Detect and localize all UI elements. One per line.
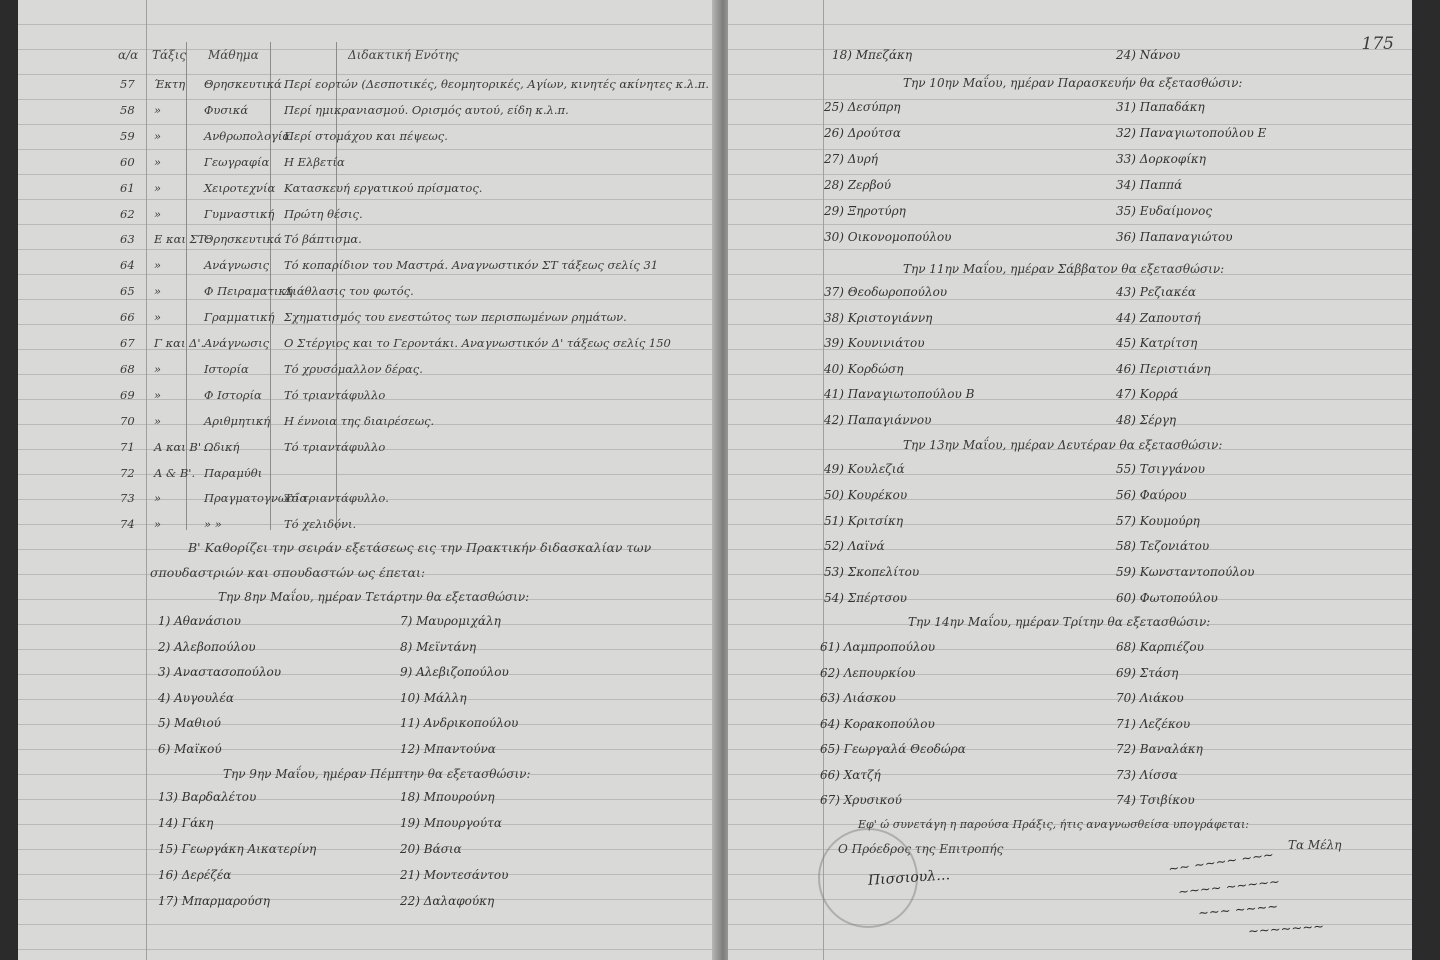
lesson-subject: Ανάγνωσις bbox=[204, 336, 270, 350]
list-item: 39) Κουνινιάτου bbox=[824, 336, 925, 350]
list-item: 28) Ζερβού bbox=[824, 178, 892, 192]
list-item: 67) Χρυσικού bbox=[820, 793, 902, 807]
list-item: 48) Σέργη bbox=[1116, 412, 1177, 427]
lesson-class: » bbox=[154, 154, 162, 169]
lesson-class: » bbox=[154, 102, 162, 117]
table-row bbox=[18, 176, 718, 201]
lesson-class: » bbox=[154, 258, 162, 273]
lesson-unit: Τό χρυσόμαλλον δέρας. bbox=[284, 361, 423, 376]
lesson-unit: Τό τριαντάφυλλο. bbox=[284, 491, 389, 506]
list-item: 54) Σπέρτσου bbox=[824, 591, 907, 605]
list-item: 46) Περιστιάνη bbox=[1116, 361, 1211, 376]
table-row bbox=[18, 383, 718, 408]
lesson-class: » bbox=[154, 310, 162, 325]
list-item: 6) Μαϊκού bbox=[158, 742, 222, 756]
list-item: 22) Δαλαφούκη bbox=[400, 894, 495, 908]
president-signature: Πισσιουλ… bbox=[867, 867, 951, 889]
lesson-class: » bbox=[154, 284, 162, 299]
lesson-subject: Γεωγραφία bbox=[204, 154, 270, 169]
lesson-number: 65 bbox=[120, 284, 135, 299]
lesson-unit: Η έννοια της διαιρέσεως. bbox=[284, 413, 435, 428]
list-item: 50) Κουρέκου bbox=[824, 487, 908, 502]
list-item: 27) Δυρή bbox=[824, 152, 878, 166]
list-item: 30) Οικονομοπούλου bbox=[824, 230, 952, 244]
list-item: 74) Τσιβίκου bbox=[1116, 793, 1195, 807]
list-item: 60) Φωτοπούλου bbox=[1116, 591, 1218, 605]
table-row bbox=[18, 124, 718, 149]
list-item: 38) Κριστογιάννη bbox=[824, 310, 933, 325]
lesson-number: 63 bbox=[120, 232, 135, 247]
day-heading: Την 14ην Μαΐου, ημέραν Τρίτην θα εξετασθώσιν: bbox=[908, 615, 1211, 629]
lesson-unit: Διάθλασις του φωτός. bbox=[284, 284, 414, 299]
list-item: 49) Κουλεζιά bbox=[824, 462, 905, 476]
list-item: 65) Γεωργαλά Θεοδώρα bbox=[820, 742, 966, 756]
lesson-subject: Γραμματική bbox=[204, 310, 275, 325]
list-item: 13) Βαρδαλέτου bbox=[158, 790, 257, 804]
lesson-subject: Πραγματογνωσία bbox=[204, 491, 308, 506]
lesson-number: 61 bbox=[120, 180, 135, 195]
list-item: 59) Κωνσταντοπούλου bbox=[1116, 565, 1255, 580]
lesson-subject: Ανθρωπολογία bbox=[204, 128, 291, 143]
lesson-number: 68 bbox=[120, 361, 135, 376]
member-signature: ~~ ~~~~ ~~~ bbox=[1167, 847, 1275, 878]
page-number: 175 bbox=[1361, 34, 1394, 54]
lesson-subject: Αριθμητική bbox=[204, 413, 271, 428]
day-heading: Την 13ην Μαΐου, ημέραν Δευτέραν θα εξετασθώσιν: bbox=[903, 438, 1223, 452]
list-item: 45) Κατρίτση bbox=[1116, 336, 1198, 350]
list-item: 57) Κουμούρη bbox=[1116, 513, 1200, 528]
lesson-number: 67 bbox=[120, 336, 135, 350]
table-row bbox=[18, 512, 718, 537]
lesson-unit: Τό τριαντάφυλλο bbox=[284, 439, 386, 454]
paragraph-line: σπουδαστριών και σπουδαστών ως έπεται: bbox=[150, 565, 426, 580]
lesson-subject: Ωδική bbox=[204, 439, 240, 454]
members-label: Τα Μέλη bbox=[1288, 838, 1342, 852]
lesson-class: » bbox=[154, 206, 162, 221]
list-item: 68) Καρπιέζου bbox=[1116, 640, 1204, 654]
table-row bbox=[18, 202, 718, 227]
lesson-subject: Φ Πειραματική bbox=[204, 284, 293, 299]
list-item: 33) Δορκοφίκη bbox=[1116, 152, 1206, 166]
list-item: 12) Μπαντούνα bbox=[400, 742, 496, 756]
president-label: Ο Πρόεδρος της Επιτροπής bbox=[838, 842, 1004, 856]
list-item: 8) Μεϊντάνη bbox=[400, 639, 477, 654]
list-item: 56) Φαύρου bbox=[1116, 487, 1187, 502]
list-item: 18) Μπουρούνη bbox=[400, 790, 495, 804]
member-signature: ~~~~ ~~~~~ bbox=[1177, 874, 1281, 901]
lesson-subject: Ιστορία bbox=[204, 361, 249, 376]
lesson-class: » bbox=[154, 491, 162, 506]
day-heading: Την 8ην Μαΐου, ημέραν Τετάρτην θα εξετασθώσιν: bbox=[218, 590, 530, 604]
list-item: 35) Ευδαίμονος bbox=[1116, 204, 1213, 218]
list-item: 17) Μπαρμαρούση bbox=[158, 894, 270, 908]
lesson-class: Α και Β' bbox=[154, 439, 202, 454]
list-item: 20) Βάσια bbox=[400, 842, 462, 856]
member-signature: ~~~~~~~ bbox=[1247, 919, 1325, 940]
lesson-class: » bbox=[154, 387, 162, 402]
list-item: 63) Λιάσκου bbox=[820, 691, 896, 705]
lesson-class: » bbox=[154, 361, 162, 376]
table-row bbox=[18, 253, 718, 278]
table-row bbox=[18, 357, 718, 382]
list-item: 10) Μάλλη bbox=[400, 690, 467, 705]
list-item: 42) Παπαγιάννου bbox=[824, 412, 932, 427]
lesson-unit: Πρώτη θέσις. bbox=[284, 206, 363, 221]
closing-line: Εφ' ώ συνετάγη η παρούσα Πράξις, ήτις αναγνωσθείσα υπογράφεται: bbox=[858, 818, 1249, 831]
day-heading: Την 9ην Μαΐου, ημέραν Πέμπτην θα εξετασθώσιν: bbox=[223, 767, 531, 781]
lesson-class: » bbox=[154, 180, 162, 195]
table-row bbox=[18, 331, 718, 356]
list-item: 55) Τσιγγάνου bbox=[1116, 462, 1205, 476]
lesson-class: Έκτη bbox=[154, 77, 186, 91]
list-item: 51) Κριτσίκη bbox=[824, 513, 904, 528]
list-item: 37) Θεοδωροπούλου bbox=[824, 285, 948, 299]
list-item: 16) Δερέζέα bbox=[158, 868, 232, 882]
list-item: 19) Μπουργούτα bbox=[400, 816, 502, 830]
lesson-subject: Παραμύθι bbox=[204, 465, 263, 480]
table-row bbox=[18, 461, 718, 486]
lesson-subject: Ανάγνωσις bbox=[204, 258, 270, 273]
list-item: 58) Τεζονιάτου bbox=[1116, 539, 1210, 554]
member-signature: ~~~ ~~~~ bbox=[1197, 899, 1279, 922]
lesson-number: 70 bbox=[120, 413, 135, 428]
list-item: 7) Μαυρομιχάλη bbox=[400, 614, 501, 628]
table-row bbox=[18, 305, 718, 330]
lesson-number: 71 bbox=[120, 439, 135, 454]
lesson-unit: Τό χελιδόνι. bbox=[284, 517, 357, 532]
table-row bbox=[18, 98, 718, 123]
list-item: 36) Παπαναγιώτου bbox=[1116, 230, 1233, 244]
list-item: 21) Μοντεσάντου bbox=[400, 868, 509, 882]
list-item: 62) Λεπουρκίου bbox=[820, 665, 916, 680]
list-item: 15) Γεωργάκη Αικατερίνη bbox=[158, 842, 317, 856]
header-class: Τάξις bbox=[152, 48, 187, 62]
margin-line bbox=[823, 0, 824, 960]
table-row bbox=[18, 279, 718, 304]
lesson-number: 64 bbox=[120, 258, 135, 273]
list-item: 4) Αυγουλέα bbox=[158, 690, 234, 705]
list-item: 31) Παπαδάκη bbox=[1116, 100, 1205, 114]
day-heading: Την 11ην Μαΐου, ημέραν Σάββατον θα εξετασθώσιν: bbox=[903, 262, 1225, 276]
lesson-subject: Φ Ιστορία bbox=[204, 387, 262, 402]
list-item: 47) Κορρά bbox=[1116, 387, 1179, 401]
lesson-number: 66 bbox=[120, 310, 135, 325]
list-item: 5) Μαθιού bbox=[158, 716, 221, 731]
lesson-class: » bbox=[154, 517, 162, 532]
lesson-subject: Γυμναστική bbox=[204, 206, 275, 221]
lesson-number: 73 bbox=[120, 491, 135, 506]
header-number: α/α bbox=[118, 48, 139, 62]
lesson-subject: » » bbox=[204, 517, 222, 532]
list-item: 11) Ανδρικοπούλου bbox=[400, 716, 519, 731]
lesson-class: Α & Β'. bbox=[154, 465, 196, 480]
list-item: 18) Μπεζάκη bbox=[832, 48, 913, 62]
lesson-unit: Περί ημικρανιασμού. Ορισμός αυτού, είδη κ.λ.π. bbox=[284, 102, 569, 117]
lesson-class: » bbox=[154, 128, 162, 143]
list-item: 44) Ζαπουτσή bbox=[1116, 310, 1201, 325]
lesson-unit: Σχηματισμός του ενεστώτος των περισπωμένων ρημάτων. bbox=[284, 310, 627, 325]
lesson-number: 72 bbox=[120, 465, 135, 480]
lesson-subject: Θρησκευτικά bbox=[204, 232, 282, 247]
paragraph-line: Β' Καθορίζει την σειράν εξετάσεως εις την Πρακτικήν διδασκαλίαν των bbox=[188, 540, 652, 555]
lesson-number: 57 bbox=[120, 77, 135, 91]
day-heading: Την 10ην Μαΐου, ημέραν Παρασκευήν θα εξετασθώσιν: bbox=[903, 76, 1243, 90]
left-page bbox=[18, 0, 718, 960]
lesson-subject: Φυσικά bbox=[204, 102, 249, 117]
lesson-subject: Θρησκευτικά bbox=[204, 77, 282, 91]
list-item: 72) Βαναλάκη bbox=[1116, 742, 1203, 756]
lesson-class: » bbox=[154, 413, 162, 428]
list-item: 34) Παππά bbox=[1116, 178, 1183, 192]
lesson-number: 69 bbox=[120, 387, 135, 402]
list-item: 25) Δεσύπρη bbox=[824, 100, 901, 114]
lesson-unit: Περί εορτών (Δεσποτικές, θεομητορικές, Αγίων, κινητές ακίνητες κ.λ.π. bbox=[284, 77, 710, 91]
list-item: 29) Ξηροτύρη bbox=[824, 204, 906, 218]
lesson-unit: Ο Στέργιος και το Γεροντάκι. Αναγνωστικόν Δ' τάξεως σελίς 150 bbox=[284, 336, 671, 350]
lesson-class: Ε και ΣΤ. bbox=[154, 232, 209, 247]
table-row bbox=[18, 72, 718, 97]
header-unit: Διδακτική Ενότης bbox=[348, 48, 459, 62]
list-item: 3) Αναστασοπούλου bbox=[158, 665, 282, 680]
list-item: 1) Αθανάσιου bbox=[158, 614, 241, 628]
table-row bbox=[18, 486, 718, 511]
list-item: 73) Λίσσα bbox=[1116, 767, 1178, 782]
list-item: 14) Γάκη bbox=[158, 816, 214, 830]
lesson-unit: Κατασκευή εργατικού πρίσματος. bbox=[284, 180, 483, 195]
list-item: 2) Αλεβοπούλου bbox=[158, 639, 256, 654]
list-item: 70) Λιάκου bbox=[1116, 691, 1184, 705]
lesson-unit: Περί στομάχου και πέψεως. bbox=[284, 128, 448, 143]
list-item: 53) Σκοπελίτου bbox=[824, 565, 920, 580]
header-subject: Μάθημα bbox=[208, 48, 259, 62]
right-page bbox=[728, 0, 1412, 960]
lesson-number: 59 bbox=[120, 128, 135, 143]
table-row bbox=[18, 409, 718, 434]
list-item: 64) Κορακοπούλου bbox=[820, 716, 935, 731]
table-row bbox=[18, 227, 718, 252]
lesson-unit: Τό βάπτισμα. bbox=[284, 232, 362, 247]
list-item: 26) Δρούτσα bbox=[824, 126, 901, 140]
table-row bbox=[18, 435, 718, 460]
lesson-number: 62 bbox=[120, 206, 135, 221]
lesson-number: 74 bbox=[120, 517, 135, 532]
lesson-subject: Χειροτεχνία bbox=[204, 180, 276, 195]
list-item: 43) Ρεζιακέα bbox=[1116, 285, 1197, 299]
lesson-unit: Η Ελβετία bbox=[284, 154, 345, 169]
lesson-number: 58 bbox=[120, 102, 135, 117]
list-item: 52) Λαϊνά bbox=[824, 539, 885, 554]
list-item: 40) Κορδώση bbox=[824, 361, 904, 376]
list-item: 9) Αλεβιζοπούλου bbox=[400, 665, 509, 680]
lesson-unit: Τό τριαντάφυλλο bbox=[284, 387, 386, 402]
list-item: 24) Νάνου bbox=[1116, 48, 1181, 62]
list-item: 61) Λαμπροπούλου bbox=[820, 640, 936, 654]
lesson-class: Γ και Δ'. bbox=[154, 336, 205, 350]
list-item: 41) Παναγιωτοπούλου Β bbox=[824, 387, 975, 401]
list-item: 69) Στάση bbox=[1116, 665, 1179, 680]
lesson-number: 60 bbox=[120, 154, 135, 169]
list-item: 32) Παναγιωτοπούλου Ε bbox=[1116, 126, 1267, 140]
list-item: 71) Λεζέκου bbox=[1116, 716, 1191, 731]
list-item: 66) Χατζή bbox=[820, 767, 881, 782]
lesson-unit: Τό κοπαρίδιον του Μαστρά. Αναγνωστικόν ΣΤ τάξεως σελίς 31 bbox=[284, 258, 659, 273]
table-row bbox=[18, 150, 718, 175]
